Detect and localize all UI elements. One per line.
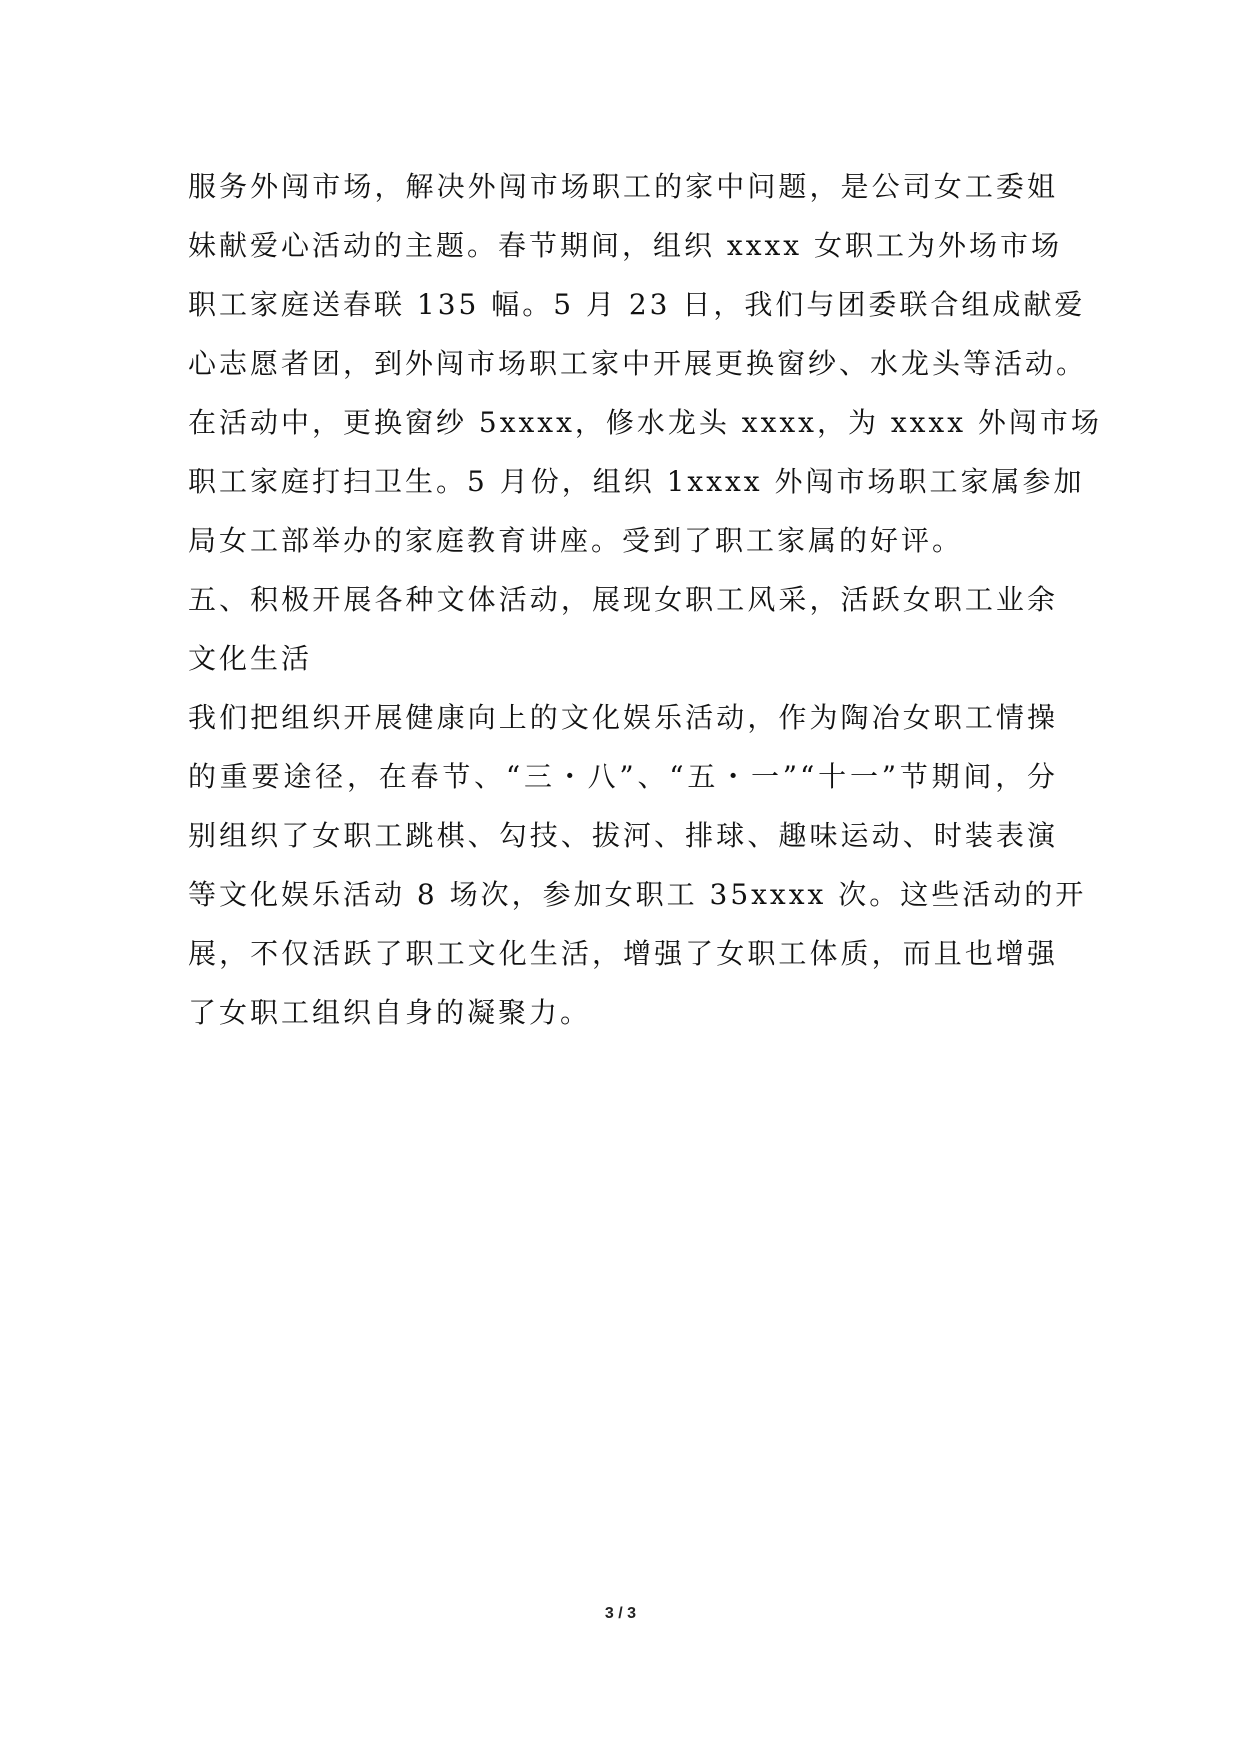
text-line: 别组织了女职工跳棋、勾技、拔河、排球、趣味运动、时装表演 (188, 819, 1058, 852)
paragraph-cultural-activities (188, 688, 1087, 1042)
section-heading-5 (188, 570, 1058, 688)
text-line: 服务外闯市场，解决外闯市场职工的家中问题，是公司女工委姐 (188, 170, 1058, 203)
text-line: 我们把组织开展健康向上的文化娱乐活动，作为陶冶女职工情操 (188, 701, 1058, 734)
heading-line: 五、积极开展各种文体活动，展现女职工风采，活跃女职工业余 (188, 583, 1058, 616)
text-line: 妹献爱心活动的主题。春节期间，组织 xxxx 女职工为外场市场 (188, 229, 1062, 262)
paragraph-outside-market-service (188, 157, 1102, 570)
document-body (188, 157, 1102, 1042)
text-line: 职工家庭送春联 135 幅。5 月 23 日，我们与团委联合组成献爱 (188, 288, 1086, 321)
heading-line: 文化生活 (188, 642, 313, 675)
text-line: 的重要途径，在春节、“三・八”、“五・一”“十一”节期间，分 (188, 760, 1058, 793)
text-line: 局女工部举办的家庭教育讲座。受到了职工家属的好评。 (188, 524, 964, 557)
page-number: 3 / 3 (604, 1605, 637, 1622)
text-line: 在活动中，更换窗纱 5xxxx，修水龙头 xxxx，为 xxxx 外闯市场 (188, 406, 1102, 439)
text-line: 了女职工组织自身的凝聚力。 (188, 996, 592, 1029)
text-line: 心志愿者团，到外闯市场职工家中开展更换窗纱、水龙头等活动。 (188, 347, 1088, 380)
text-line: 等文化娱乐活动 8 场次，参加女职工 35xxxx 次。这些活动的开 (188, 878, 1087, 911)
text-line: 展，不仅活跃了职工文化生活，增强了女职工体质，而且也增强 (188, 937, 1058, 970)
text-line: 职工家庭打扫卫生。5 月份，组织 1xxxx 外闯市场职工家属参加 (188, 465, 1085, 498)
